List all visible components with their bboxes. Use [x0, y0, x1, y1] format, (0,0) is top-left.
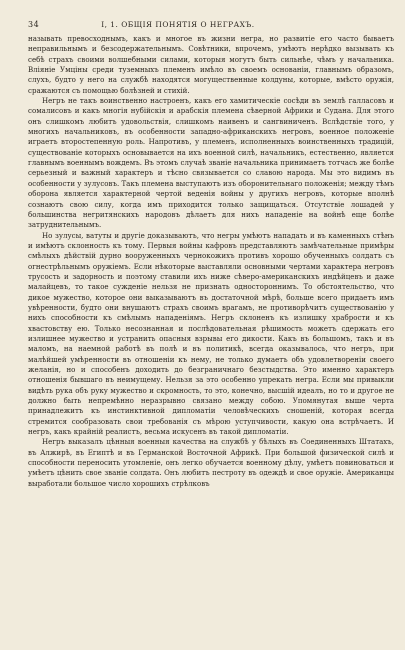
paragraph-3: Но зулусы, ватуты и другіе доказываютъ, что негры умѣютъ нападать и въ каменныхъ стѣнъ и имѣютъ склонность къ тому. Первыя войны кафровъ представляютъ замѣчательные примѣры смѣлыхъ дѣйствій дурно вооруженныхъ чернокожихъ противъ хорошо обученныхъ солдатъ съ огнестрѣльнымъ оружіемъ. Если нѣкоторые выставляли основными чертами характера негровъ трусость и задорность и поэтому ставили ихъ ниже сѣверо-американскихъ индѣйцевъ и даже малайцевъ, то такое сужденіе нельзя не признать одностороннимъ. То обстоятельство, что дикое мужество, которое они выказываютъ въ достаточной мѣрѣ, больше всего придаетъ имъ увѣренности, будто они внушаютъ страхъ своимъ врагамъ, не противорѣчитъ существованію у нихъ способности къ смѣлымъ нападеніямъ. Негръ склоненъ къ излишку храбрости и къ хвастовству ею. Только несознанная и послѣдовательная рѣшимость можетъ сдержать его излишнее мужество и устранить опасныя взрывы его дикости. Какъ въ большомъ, такъ и въ маломъ, на наемной работѣ въ полѣ и въ политикѣ, всегда оказывалось, что негръ, при малѣйшей умѣренности въ отношеніи къ нему, не только думаетъ объ удовлетвореніи своего желанія, но и способенъ доходить до безграничнаго безстыдства. Это именно характеръ отношенія бывшаго въ неимущему. Нельзя за это особенно упрекать негра. Если мы привыкли видѣть рука объ руку мужество и скромность, то это, конечно, высшій идеалъ, но то и другое не должно быть непремѣнно неразрывно связано между собою. Упомянутая выше черта принадлежитъ къ инстинктивной дипломатіи человѣческихъ сношеній, которая всегда стремится сообразовать свои требованія съ мѣрою уступчивости, какую она встрѣчаетъ. И негръ, какъ крайній реалистъ, весьма искусенъ въ такой дипломатіи. [28, 230, 394, 437]
paragraph-4: Негръ выказалъ цѣнныя военныя качества на службѣ у бѣлыхъ въ Соединенныхъ Штатахъ, въ Алжирѣ, въ Египтѣ и въ Германской Восточной Африкѣ. При большой физической силѣ и способности переносить утомленіе, онъ легко обучается военному дѣлу, умѣетъ повиноваться и умѣетъ цѣнить свое званіе солдата. Онъ любитъ пестроту въ одеждѣ и свое оружіе. Американцы выработали большое число хорошихъ стрѣлковъ [28, 437, 394, 488]
paragraph-1: называть превосходнымъ, какъ и многое въ жизни негра, но развитіе его часто бываетъ неправильнымъ и безсодержательнымъ. Совѣтники, впрочемъ, умѣютъ нерѣдко вызывать къ себѣ страхъ своими волшебными силами, которыя могутъ быть сильнѣе, чѣмъ у начальника. Вліяніе Умціны среди туземныхъ племенъ имѣло въ своемъ основаніи, главнымъ образомъ, слухъ, будто у него на службѣ находятся могущественные колдуны, которые, вмѣсто оружія, сражаются съ помощью болѣзней и стихій. [28, 34, 394, 95]
running-title: I, 1. ОБЩІЯ ПОНЯТІЯ О НЕГРАХЪ. [101, 20, 255, 29]
paragraph-2: Негръ не такъ воинственно настроенъ, какъ его хамитическіе сосѣди въ землѣ галласовъ и сомалисовъ и какъ многія нубійскія и арабскія племена сѣверной Африки и Судана. Для этого онъ слишкомъ любитъ удовольствія, слишкомъ наивенъ и сангвиниченъ. Вслѣдствіе того, у многихъ начальниковъ, въ особенности западно-африканскихъ негровъ, военное положеніе играетъ второстепенную роль. Напротивъ, у племенъ, исполненныхъ воинственныхъ традицій, существованіе которыхъ основывается на ихъ военной силѣ, начальникъ, естественно, является главнымъ военнымъ вождемъ. Въ этомъ случаѣ званіе начальника принимаетъ тотчасъ же болѣе серьезный и важный характеръ и тѣсно связывается со славою народа. Мы это видимъ въ особенности у зулусовъ. Такъ племена выступаютъ изъ оборонительнаго положенія; между тѣмъ оборона является характерной чертой веденія войны у другихъ негровъ, которые вполнѣ сознаютъ свою силу, когда имъ приходится только защищаться. Отсутствіе лошадей у большинства негритянскихъ народовъ дѣлаетъ для нихъ нападеніе на войнѣ еще болѣе затруднительнымъ. [28, 96, 394, 230]
page-number: 34 [28, 20, 40, 29]
book-page [28, 20, 394, 489]
running-header [28, 20, 394, 29]
